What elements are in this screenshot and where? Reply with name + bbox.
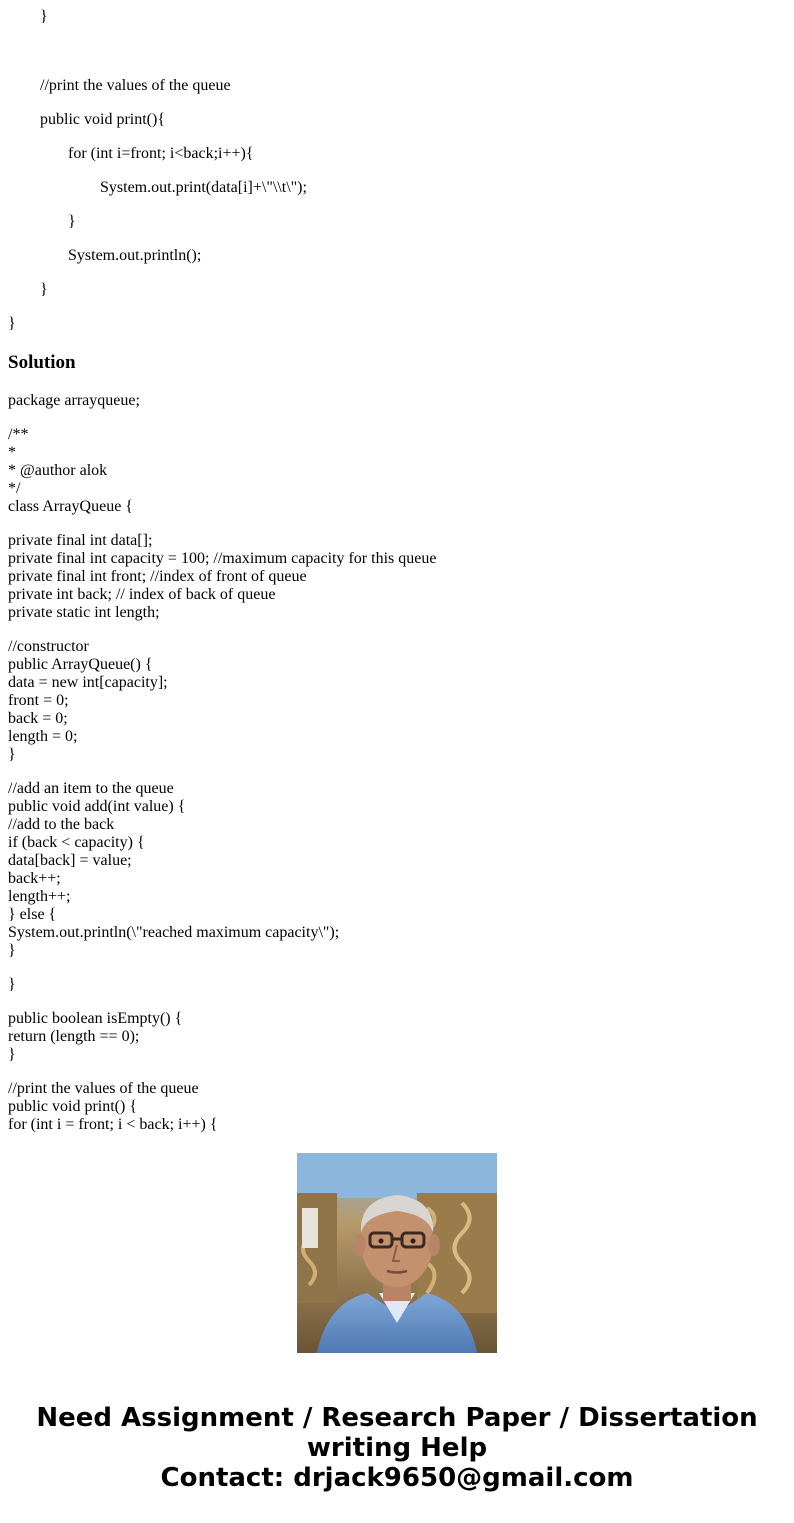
code-line: private int back; // index of back of queue [8,586,276,603]
code-line: back = 0; [8,710,68,727]
code-line: private final int data[]; [8,532,153,549]
code-line: * [8,444,16,461]
code-line: } [8,942,16,959]
avatar [297,1153,497,1353]
code-line: public void print() { [8,1098,137,1115]
code-comment: //add an item to the queue [8,780,174,797]
code-line: */ [8,480,21,497]
code-comment: //print the values of the queue [8,1080,199,1097]
code-line: } [8,746,16,763]
code-line: package arrayqueue; [8,392,140,409]
code-line: } [40,281,48,298]
code-line: private final int capacity = 100; //maximum capacity for this queue [8,550,437,567]
code-line: private final int front; //index of front of queue [8,568,307,585]
code-line: } [8,315,16,332]
code-line: return (length == 0); [8,1028,140,1045]
code-line: public ArrayQueue() { [8,656,153,673]
code-line: * @author alok [8,462,108,479]
code-line: System.out.println(\"reached maximum capacity\"); [8,924,340,941]
code-comment: //constructor [8,638,89,655]
code-line: public boolean isEmpty() { [8,1010,183,1027]
code-line: } [68,213,76,230]
code-line: } else { [8,906,57,923]
code-line: length = 0; [8,728,78,745]
code-line: if (back < capacity) { [8,834,145,851]
solution-code-block [0,392,794,1133]
banner-line: writing Help [306,1433,488,1463]
code-line: public void print(){ [40,111,165,128]
code-line: for (int i = front; i < back; i++) { [8,1116,218,1133]
code-line: } [8,1046,16,1063]
code-line: } [40,8,48,25]
code-line: /** [8,426,29,443]
code-line: public void add(int value) { [8,798,186,815]
code-line: data = new int[capacity]; [8,674,168,691]
contact-banner [0,1403,794,1493]
code-line: back++; [8,870,61,887]
code-line: System.out.print(data[i]+\"\\t\"); [100,179,307,196]
code-line: data[back] = value; [8,852,132,869]
banner-line: Need Assignment / Research Paper / Dissertation [36,1403,758,1433]
code-comment: //add to the back [8,816,115,833]
code-line: front = 0; [8,692,69,709]
code-line: class ArrayQueue { [8,498,133,515]
code-line: } [8,976,16,993]
solution-heading: Solution [8,352,76,373]
code-line: for (int i=front; i<back;i++){ [68,145,254,162]
code-line: System.out.println(); [68,247,202,264]
code-line: private static int length; [8,604,160,621]
contact-email: Contact: drjack9650@gmail.com [160,1463,634,1493]
person-portrait-icon [297,1153,497,1353]
code-line: length++; [8,888,71,905]
code-comment: //print the values of the queue [40,77,231,94]
